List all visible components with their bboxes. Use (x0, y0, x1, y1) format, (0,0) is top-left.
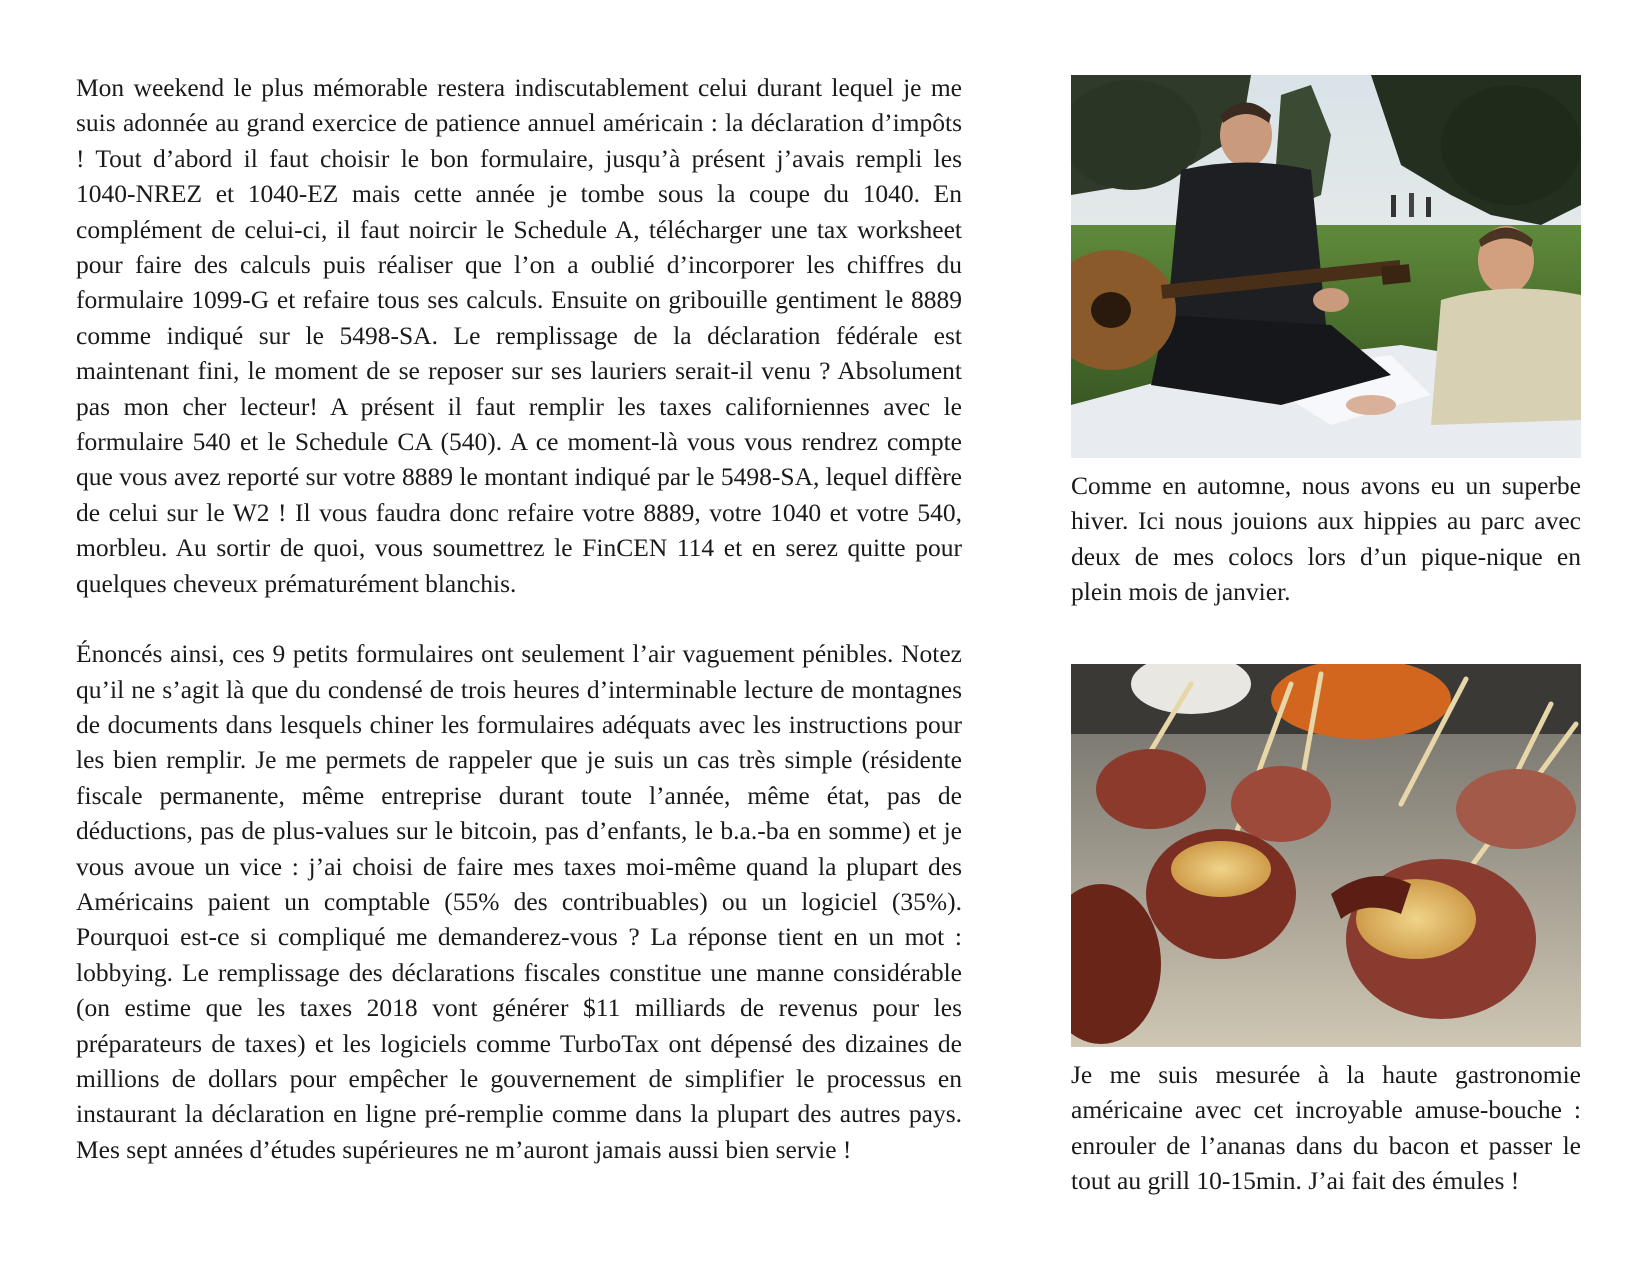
figure-caption: Je me suis mesurée à la haute gastronomie américaine avec cet incroyable amuse-bouche : enrouler de l’ananas dans du bacon et passer le tout au grill 10-15min. J’ai fait des émules ! (1071, 1060, 1581, 1196)
picnic-photo (1071, 75, 1581, 458)
article-body (76, 70, 962, 1167)
figure-caption: Comme en automne, nous avons eu un superbe hiver. Ici nous jouions aux hippies au parc avec deux de mes colocs lors d’un pique-nique en plein mois de janvier. (1071, 471, 1581, 607)
paragraph-taxes-lobbying: Énoncés ainsi, ces 9 petits formulaires ont seulement l’air vaguement pénibles. Notez qu’il ne s’agit là que du condensé de trois heures d’interminable lecture de montagnes de documents dans lesquels chiner les formulaires adéquats avec les instructions pour les bien remplir. Je me permets de rappeler que je suis un cas très simple (résidente fiscale permanente, même entreprise durant toute l’année, même état, pas de déductions, pas de plus-values sur le bitcoin, pas d’enfants, le b.a.-ba en somme) et je vous avoue un vice : j’ai choisi de faire mes taxes moi-même quand la plupart des Américains paient un comptable (55% des contribuables) ou un logiciel (35%). Pourquoi est-ce si compliqué me demanderez-vous ? La réponse tient en un mot : lobbying. Le remplissage des déclarations fiscales constitue une manne considérable (on estime que les taxes 2018 vont générer $11 milliards de revenus pour les préparateurs de taxes) et les logiciels comme TurboTax ont dépensé des dizaines de millions de dollars pour empêcher le gouvernement de simplifier le processus en instaurant la déclaration en ligne pré-remplie comme dans la plupart des autres pays. Mes sept années d’études supérieures ne m’auront jamais aussi bien servie ! (76, 639, 962, 1164)
paragraph-taxes-intro: Mon weekend le plus mémorable restera indiscutablement celui durant lequel je me suis adonnée au grand exercice de patience annuel américain : la déclaration d’impôts ! Tout d’abord il faut choisir le bon formulaire, jusqu’à présent j’avais rempli les 1040-NREZ et 1040-EZ mais cette année je tombe sous la coupe du 1040. En complément de celui-ci, il faut noircir le Schedule A, télécharger une tax worksheet pour faire des calculs puis réaliser que l’on a oublié d’incorporer les chiffres du formulaire 1099-G et refaire tous ses calculs. Ensuite on gribouille gentiment le 8889 comme indiqué sur le 5498-SA. Le remplissage de la déclaration fédérale est maintenant fini, le moment de se reposer sur ses lauriers serait-il venu ? Absolument pas mon cher lecteur! A présent il faut remplir les taxes californiennes avec le formulaire 540 et le Schedule CA (540). A ce moment-là vous vous rendrez compte que vous avez reporté sur votre 8889 le montant indiqué par le 5498-SA, lequel diffère de celui sur le W2 ! Il vous faudra donc refaire votre 8889, votre 1040 et votre 540, morbleu. Au sortir de quoi, vous soumettrez le FinCEN 114 et en serez quitte pour quelques cheveux prématurément blanchis. (76, 73, 962, 598)
bacon-pineapple-photo (1071, 664, 1581, 1047)
figure-bacon-pineapple (1071, 664, 1581, 1199)
figure-picnic (1071, 75, 1581, 610)
